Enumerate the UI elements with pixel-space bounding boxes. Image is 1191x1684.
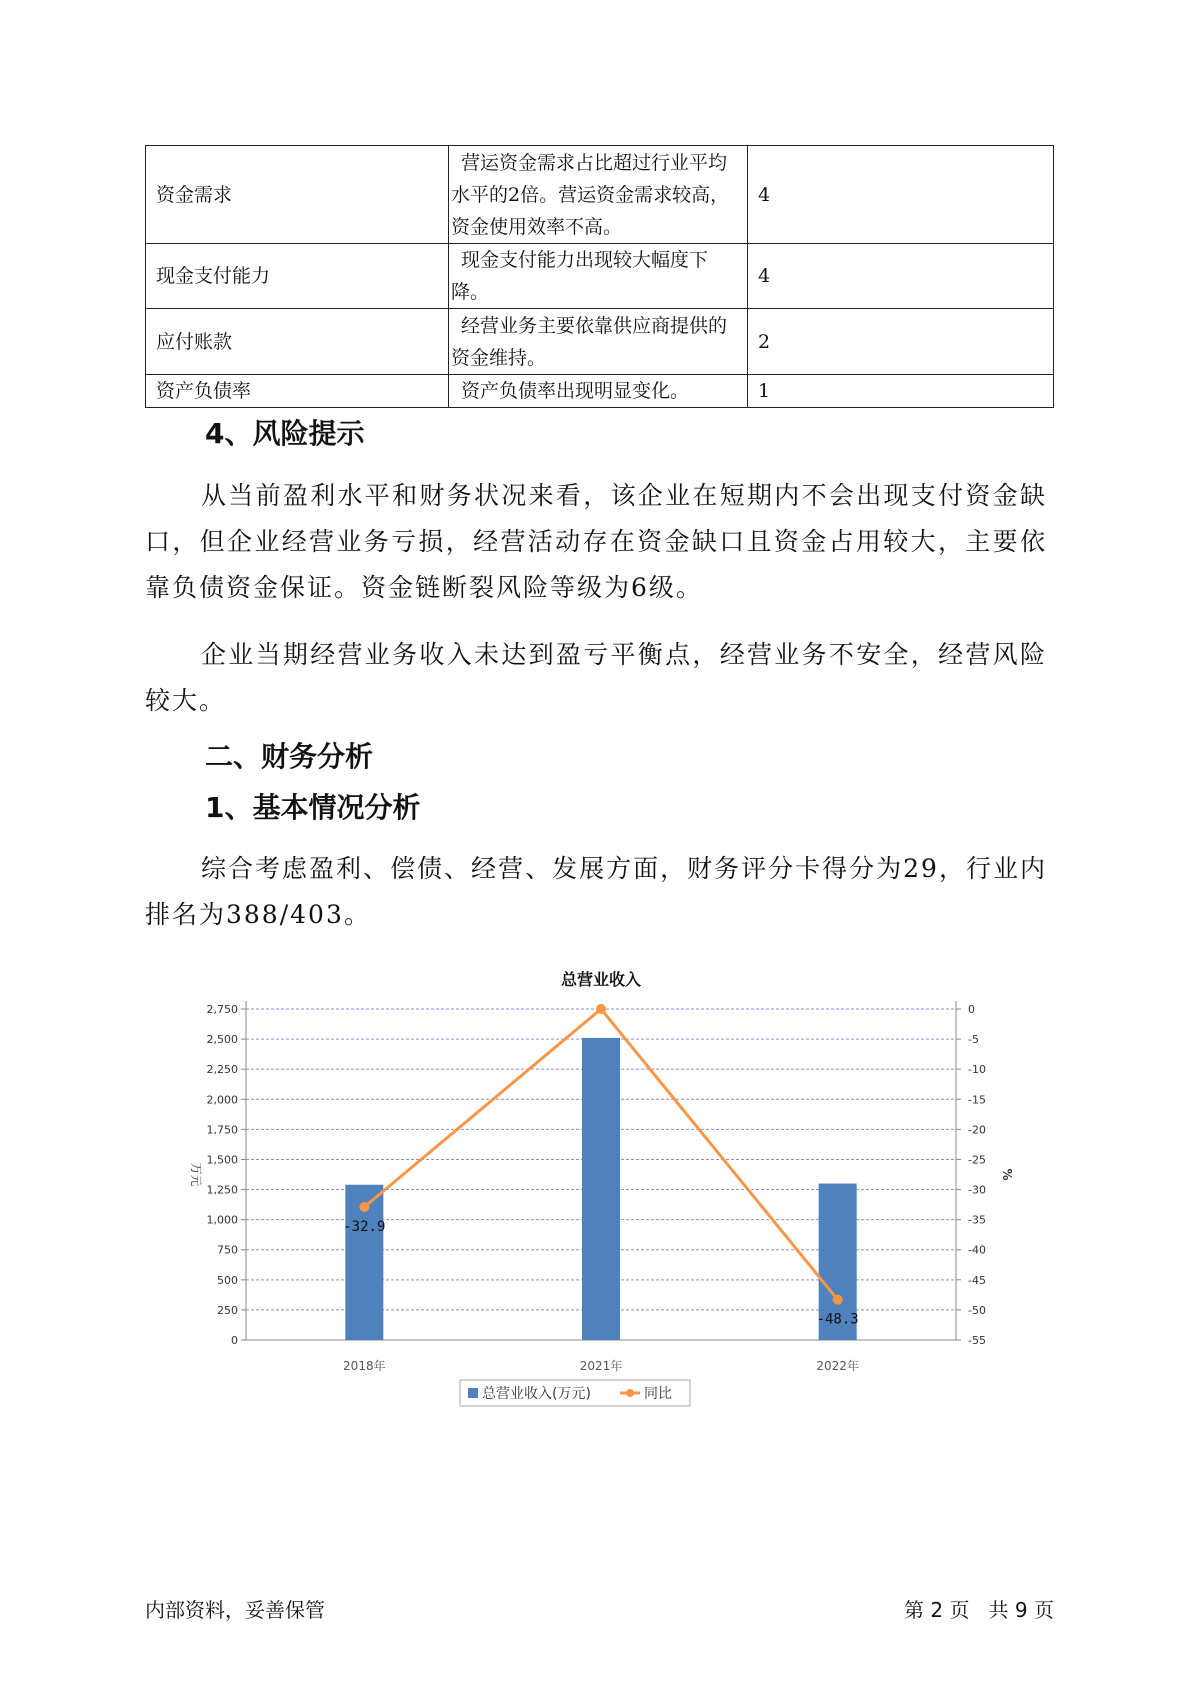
yoy-point (833, 1295, 843, 1305)
risk-item: 应付账款 (146, 309, 449, 375)
revenue-chart (170, 955, 1030, 1430)
y-tick-label: 2,500 (206, 1033, 238, 1047)
risk-score: 1 (748, 375, 1054, 408)
finance-paragraph-1: 综合考虑盈利、偿债、经营、发展方面，财务评分卡得分为29，行业内排名为388/403。 (145, 854, 1047, 929)
yoy-point (596, 1004, 606, 1014)
y-tick-label: 2,000 (206, 1093, 238, 1107)
risk-desc: 经营业务主要依靠供应商提供的资金维持。 (449, 309, 748, 375)
legend-line-label: 同比 (644, 1386, 672, 1402)
yoy-data-label: -32.9 (343, 1218, 386, 1235)
section-heading-risk: 4、风险提示 (205, 417, 365, 450)
legend-bar-label: 总营业收入(万元) (482, 1386, 591, 1402)
chart-title: 总营业收入 (560, 970, 642, 989)
table-row (146, 309, 1054, 375)
footer-left: 内部资料，妥善保管 (145, 1598, 325, 1622)
table-row (146, 375, 1054, 408)
y2-tick-label: -35 (968, 1213, 986, 1227)
risk-score: 2 (748, 309, 1054, 375)
y2-tick-label: -10 (968, 1063, 986, 1077)
risk-paragraph-1: 从当前盈利水平和财务状况来看，该企业在短期内不会出现支付资金缺口，但企业经营业务亏损，经营活动存在资金缺口且资金占用较大，主要依靠负债资金保证。资金链断裂风险等级为6级。 (145, 481, 1047, 602)
y2-tick-label: -40 (968, 1243, 986, 1257)
y-axis-label: 万元 (189, 1162, 203, 1187)
y-tick-label: 1,250 (206, 1183, 238, 1197)
risk-item: 资产负债率 (146, 375, 449, 408)
y2-tick-label: -50 (968, 1303, 986, 1317)
y-tick-label: 2,750 (206, 1003, 238, 1016)
x-tick-label: 2018年 (343, 1359, 386, 1373)
y2-tick-label: -15 (968, 1093, 986, 1107)
y2-tick-label: -5 (968, 1033, 979, 1047)
x-tick-label: 2021年 (579, 1359, 623, 1373)
y-tick-label: 0 (231, 1334, 238, 1347)
y-tick-label: 1,750 (206, 1123, 238, 1137)
legend-bar-swatch (468, 1388, 478, 1398)
legend-line-marker (626, 1389, 634, 1397)
y2-tick-label: -20 (968, 1123, 986, 1137)
risk-paragraph-2: 企业当期经营业务收入未达到盈亏平衡点，经营业务不安全，经营风险较大。 (145, 640, 1047, 715)
y-tick-label: 500 (217, 1273, 238, 1287)
y-tick-label: 2,250 (206, 1063, 238, 1077)
yoy-point (359, 1202, 369, 1212)
risk-desc: 现金支付能力出现较大幅度下降。 (449, 244, 748, 309)
y-tick-label: 1,500 (206, 1153, 238, 1167)
y-tick-label: 1,000 (206, 1213, 238, 1227)
risk-score: 4 (748, 244, 1054, 309)
revenue-bar (582, 1038, 620, 1340)
risk-table (145, 145, 1054, 408)
x-tick-label: 2022年 (816, 1359, 859, 1373)
yoy-data-label: -48.3 (816, 1311, 859, 1328)
risk-item: 现金支付能力 (146, 244, 449, 309)
y2-axis-label: % (1000, 1168, 1014, 1181)
sub-heading-basic: 1、基本情况分析 (205, 791, 421, 824)
y-tick-label: 250 (217, 1303, 238, 1317)
risk-item: 资金需求 (146, 146, 449, 244)
y2-tick-label: 0 (968, 1003, 975, 1016)
y2-tick-label: -30 (968, 1183, 986, 1197)
risk-desc: 资产负债率出现明显变化。 (449, 375, 748, 408)
y-tick-label: 750 (217, 1243, 238, 1257)
risk-desc: 营运资金需求占比超过行业平均水平的2倍。营运资金需求较高，资金使用效率不高。 (449, 146, 748, 244)
footer-page-number: 第 2 页 共 9 页 (904, 1598, 1054, 1622)
section-heading-finance: 二、财务分析 (205, 740, 374, 773)
y2-tick-label: -45 (968, 1273, 986, 1287)
y2-tick-label: -55 (968, 1334, 986, 1347)
table-row (146, 244, 1054, 309)
y2-tick-label: -25 (968, 1153, 986, 1167)
table-row (146, 146, 1054, 244)
risk-score: 4 (748, 146, 1054, 244)
